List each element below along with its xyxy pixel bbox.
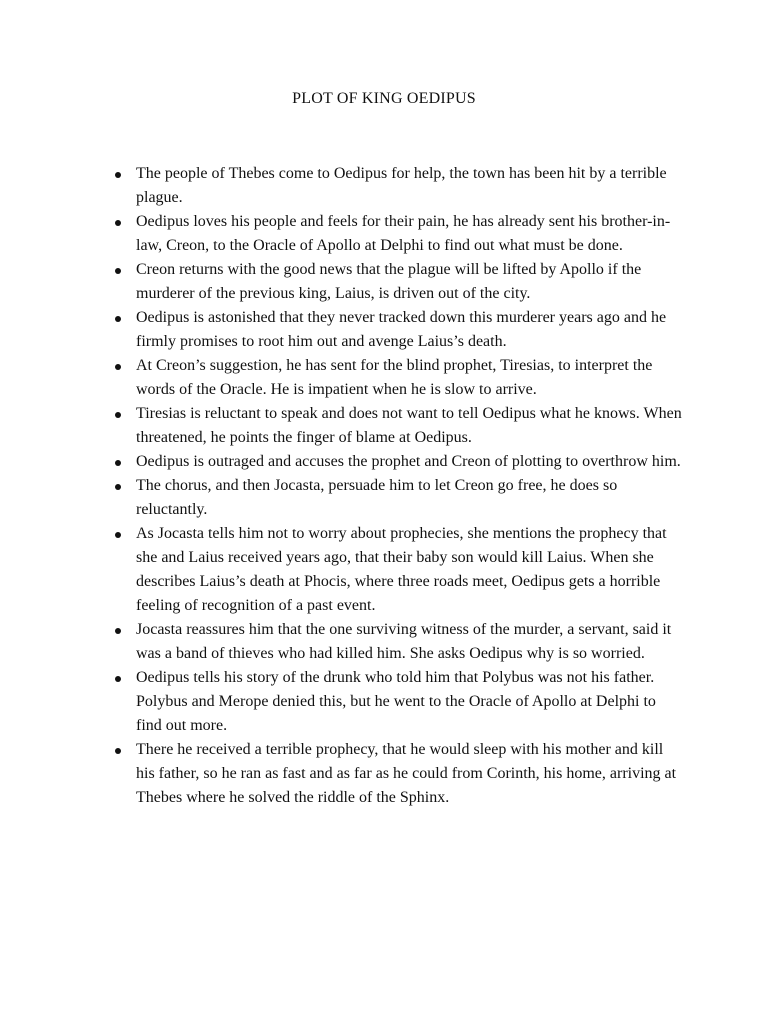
bullet-icon <box>115 460 121 466</box>
list-item-text: At Creon’s suggestion, he has sent for the blind prophet, Tiresias, to interpret the words of the Oracle. He is impatient when he is slow to arrive. <box>136 357 653 398</box>
list-item-text: Oedipus is astonished that they never tracked down this murderer years ago and he firmly promises to root him out and avenge Laius’s death. <box>136 309 667 350</box>
list-item-text: Jocasta reassures him that the one surviving witness of the murder, a servant, said it was a band of thieves who had killed him. She asks Oedipus why is so worried. <box>136 621 672 662</box>
list-item <box>112 450 684 474</box>
list-item <box>112 474 684 522</box>
page-title: PLOT OF KING OEDIPUS <box>292 90 476 107</box>
list-item-text: Tiresias is reluctant to speak and does not want to tell Oedipus what he knows. When threatened, he points the finger of blame at Oedipus. <box>136 405 682 446</box>
list-item <box>112 162 684 210</box>
bullet-icon <box>115 484 121 490</box>
list-item <box>112 354 684 402</box>
list-item-text: Oedipus loves his people and feels for their pain, he has already sent his brother-in-law, Creon, to the Oracle of Apollo at Delphi to find out what must be done. <box>136 213 671 254</box>
bullet-icon <box>115 628 121 634</box>
list-item <box>112 258 684 306</box>
list-item-text: There he received a terrible prophecy, that he would sleep with his mother and kill his father, so he ran as fast and as far as he could from Corinth, his home, arriving at Thebes where he solved the riddle of the Sphinx. <box>136 741 677 806</box>
bullet-icon <box>115 316 121 322</box>
bullet-icon <box>115 748 121 754</box>
bullet-icon <box>115 268 121 274</box>
bullet-icon <box>115 412 121 418</box>
bullet-icon <box>115 532 121 538</box>
list-item <box>112 306 684 354</box>
list-item <box>112 618 684 666</box>
list-item <box>112 666 684 738</box>
bullet-icon <box>115 676 121 682</box>
list-item-text: The chorus, and then Jocasta, persuade him to let Creon go free, he does so reluctantly. <box>136 477 618 518</box>
list-item-text: Oedipus is outraged and accuses the prophet and Creon of plotting to overthrow him. <box>136 453 681 470</box>
list-item-text: Oedipus tells his story of the drunk who told him that Polybus was not his father. Polybus and Merope denied this, but he went to the Oracle of Apollo at Delphi to find out more. <box>136 669 656 734</box>
list-item <box>112 210 684 258</box>
bullet-icon <box>115 364 121 370</box>
list-item <box>112 738 684 810</box>
bullet-icon <box>115 172 121 178</box>
bullet-icon <box>115 220 121 226</box>
list-item-text: Creon returns with the good news that the plague will be lifted by Apollo if the murderer of the previous king, Laius, is driven out of the city. <box>136 261 642 302</box>
list-item <box>112 522 684 618</box>
list-item <box>112 402 684 450</box>
list-item-text: The people of Thebes come to Oedipus for help, the town has been hit by a terrible plague. <box>136 165 667 206</box>
list-item-text: As Jocasta tells him not to worry about prophecies, she mentions the prophecy that she and Laius received years ago, that their baby son would kill Laius. When she describes Laius’s death at Phocis, where three roads meet, Oedipus gets a horrible feeling of recognition of a past event. <box>136 525 667 614</box>
plot-bullet-list <box>112 162 684 810</box>
